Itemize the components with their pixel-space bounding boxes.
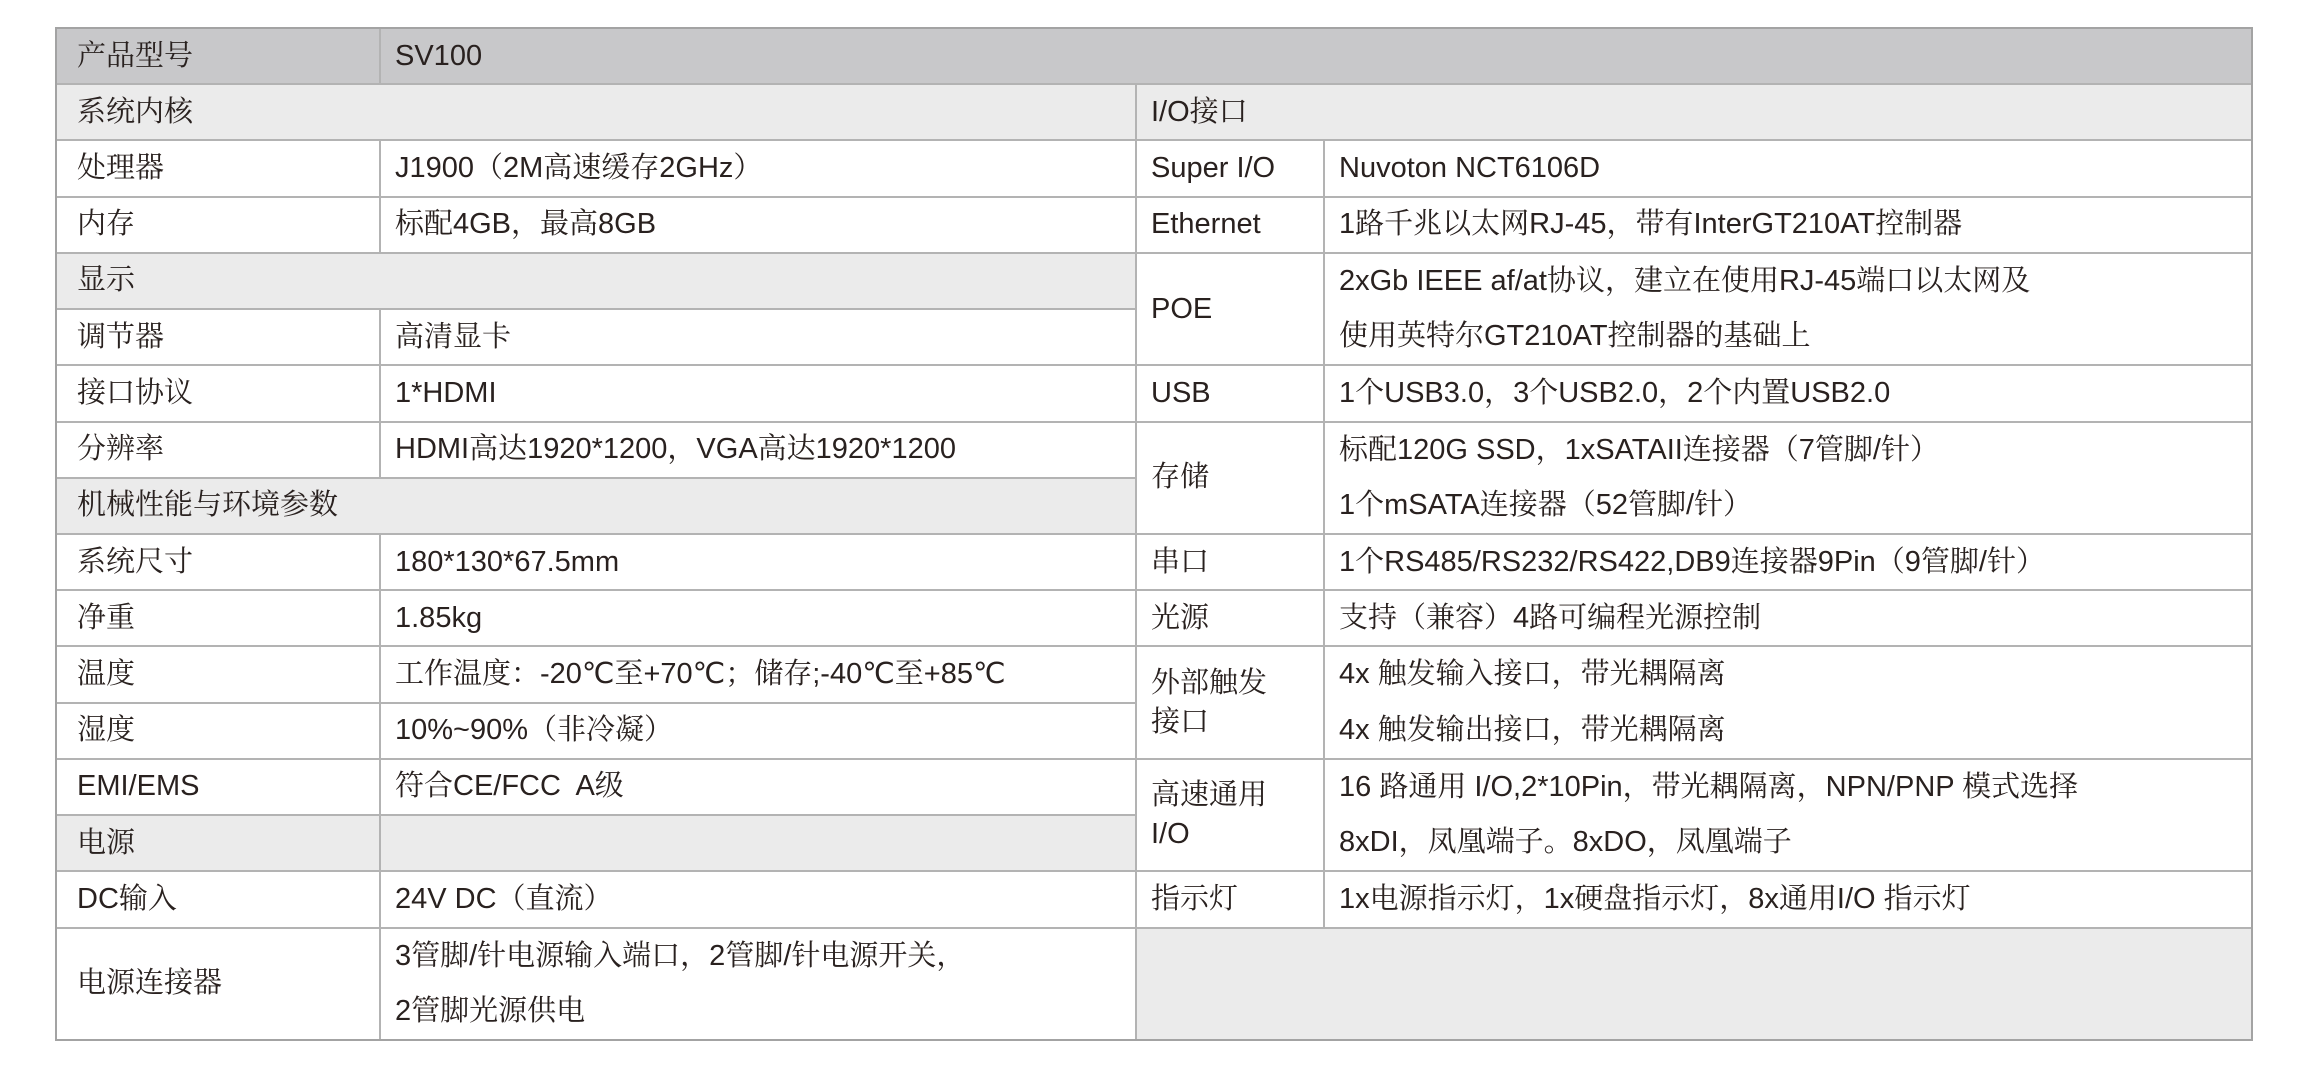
indicator-led-label-cell: 指示灯 bbox=[1137, 872, 1323, 926]
memory-label-cell: 内存 bbox=[57, 198, 379, 252]
storage-value-line2: 1个mSATA连接器（52管脚/针） bbox=[1339, 488, 1753, 521]
spec-table bbox=[55, 27, 2253, 1041]
storage-value-line1: 标配120G SSD，1xSATAII连接器（7管脚/针） bbox=[1339, 433, 1939, 466]
product-model-value-cell bbox=[381, 29, 2251, 83]
high-speed-gpio-label-line1: 高速通用 bbox=[1151, 778, 1268, 811]
dimensions-label-cell: 系统尺寸 bbox=[57, 535, 379, 589]
high-speed-gpio-value-line2: 8xDI，凤凰端子。8xDO，凤凰端子 bbox=[1339, 826, 1792, 859]
product-model-label: 产品型号 bbox=[77, 39, 194, 72]
cpu-value-cell: J1900（2M高速缓存2GHz） bbox=[381, 141, 1135, 195]
poe-value-cell bbox=[1325, 254, 2251, 364]
external-trigger-value-cell bbox=[1325, 647, 2251, 757]
section-power-empty-cell bbox=[381, 816, 1135, 870]
section-system-kernel: 系统内核 bbox=[57, 85, 1135, 139]
poe-label-cell: POE bbox=[1137, 254, 1323, 364]
section-mechanical: 机械性能与环境参数 bbox=[57, 479, 1135, 533]
dc-input-label-cell: DC输入 bbox=[57, 872, 379, 926]
humidity-value-cell: 10%~90%（非冷凝） bbox=[381, 704, 1135, 758]
external-trigger-label-cell bbox=[1137, 647, 1323, 757]
external-trigger-label-line1: 外部触发 bbox=[1151, 666, 1268, 699]
indicator-led-value-cell: 1x电源指示灯，1x硬盘指示灯，8x通用I/O 指示灯 bbox=[1325, 872, 2251, 926]
dimensions-value-cell: 180*130*67.5mm bbox=[381, 535, 1135, 589]
interface-protocol-value-cell: 1*HDMI bbox=[381, 366, 1135, 420]
regulator-value-cell: 高清显卡 bbox=[381, 310, 1135, 364]
high-speed-gpio-value-line1: 16 路通用 I/O,2*10Pin，带光耦隔离，NPN/PNP 模式选择 bbox=[1339, 770, 2079, 803]
external-trigger-label-line2: 接口 bbox=[1151, 705, 1210, 738]
dc-input-value-cell: 24V DC（直流） bbox=[381, 872, 1135, 926]
super-io-value-cell: Nuvoton NCT6106D bbox=[1325, 141, 2251, 195]
ethernet-value-cell: 1路千兆以太网RJ-45，带有InterGT210AT控制器 bbox=[1325, 198, 2251, 252]
product-model-label-cell bbox=[57, 29, 379, 83]
emi-ems-label-cell: EMI/EMS bbox=[57, 760, 379, 814]
power-connector-value-line1: 3管脚/针电源输入端口，2管脚/针电源开关， bbox=[395, 939, 966, 972]
ethernet-label-cell: Ethernet bbox=[1137, 198, 1323, 252]
product-model-value: SV100 bbox=[395, 39, 483, 72]
external-trigger-value-line2: 4x 触发输出接口，带光耦隔离 bbox=[1339, 713, 1726, 746]
cpu-label-cell: 处理器 bbox=[57, 141, 379, 195]
light-source-label-cell: 光源 bbox=[1137, 591, 1323, 645]
resolution-value-cell: HDMI高达1920*1200，VGA高达1920*1200 bbox=[381, 423, 1135, 477]
temperature-label-cell: 温度 bbox=[57, 647, 379, 701]
power-connector-value-line2: 2管脚光源供电 bbox=[395, 994, 586, 1027]
super-io-label-cell: Super I/O bbox=[1137, 141, 1323, 195]
serial-port-value-cell: 1个RS485/RS232/RS422,DB9连接器9Pin（9管脚/针） bbox=[1325, 535, 2251, 589]
memory-value-cell: 标配4GB，最高8GB bbox=[381, 198, 1135, 252]
bottom-right-empty-cell bbox=[1137, 929, 2251, 1039]
net-weight-label-cell: 净重 bbox=[57, 591, 379, 645]
usb-value-cell: 1个USB3.0，3个USB2.0，2个内置USB2.0 bbox=[1325, 366, 2251, 420]
temperature-value-cell: 工作温度：-20℃至+70℃；储存;-40℃至+85℃ bbox=[381, 647, 1135, 701]
storage-label-cell: 存储 bbox=[1137, 423, 1323, 533]
poe-value-line1: 2xGb IEEE af/at协议，建立在使用RJ-45端口以太网及 bbox=[1339, 264, 2031, 297]
storage-value-cell bbox=[1325, 423, 2251, 533]
power-connector-value-cell bbox=[381, 929, 1135, 1039]
power-connector-label-cell: 电源连接器 bbox=[57, 929, 379, 1039]
high-speed-gpio-label-cell bbox=[1137, 760, 1323, 870]
net-weight-value-cell: 1.85kg bbox=[381, 591, 1135, 645]
high-speed-gpio-value-cell bbox=[1325, 760, 2251, 870]
humidity-label-cell: 湿度 bbox=[57, 704, 379, 758]
serial-port-label-cell: 串口 bbox=[1137, 535, 1323, 589]
regulator-label-cell: 调节器 bbox=[57, 310, 379, 364]
light-source-value-cell: 支持（兼容）4路可编程光源控制 bbox=[1325, 591, 2251, 645]
resolution-label-cell: 分辨率 bbox=[57, 423, 379, 477]
section-io: I/O接口 bbox=[1137, 85, 2251, 139]
external-trigger-value-line1: 4x 触发输入接口，带光耦隔离 bbox=[1339, 658, 1726, 691]
interface-protocol-label-cell: 接口协议 bbox=[57, 366, 379, 420]
emi-ems-value-cell: 符合CE/FCC A级 bbox=[381, 760, 1135, 814]
usb-label-cell: USB bbox=[1137, 366, 1323, 420]
high-speed-gpio-label-line2: I/O bbox=[1151, 818, 1190, 851]
poe-value-line2: 使用英特尔GT210AT控制器的基础上 bbox=[1339, 320, 1811, 353]
section-power-label-cell: 电源 bbox=[57, 816, 379, 870]
section-display: 显示 bbox=[57, 254, 1135, 308]
